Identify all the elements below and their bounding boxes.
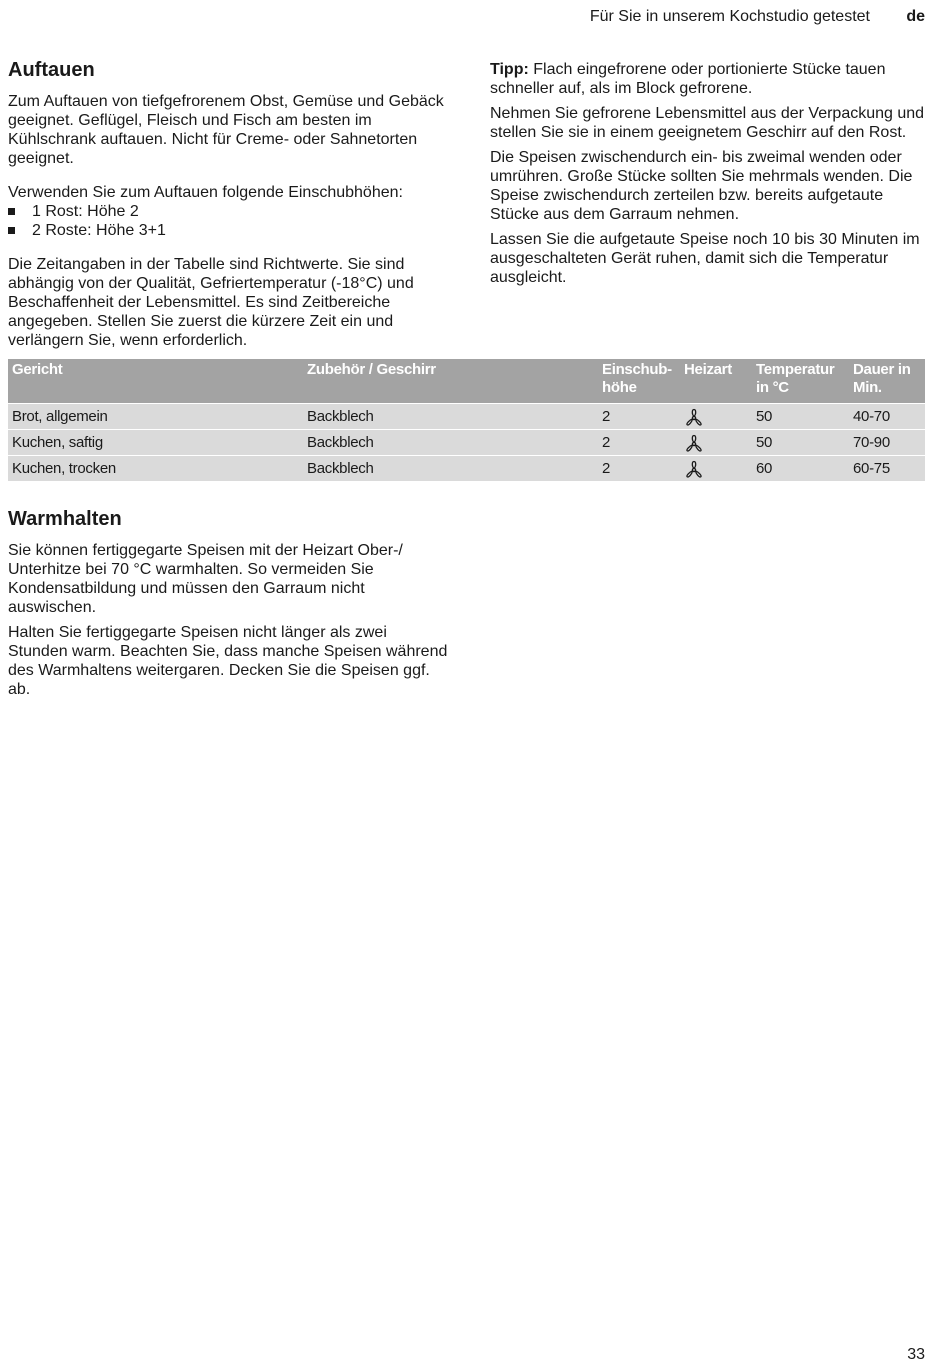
cell-einschub: 2 bbox=[598, 456, 680, 482]
tips-paragraph-3: Lassen Sie die aufgetaute Speise noch 10 bis 30 Minuten im ausgeschalteten Gerät ruhen, damit sich die Temperatur ausgleicht. bbox=[490, 231, 920, 286]
warmhalten-section bbox=[8, 507, 448, 705]
table-row bbox=[8, 456, 925, 482]
auftauen-section bbox=[8, 58, 448, 356]
tip-text: Flach eingefrorene oder portionierte Stücke tauen schneller auf, als im Block gefrorene. bbox=[490, 61, 886, 97]
cell-gericht: Kuchen, trocken bbox=[8, 456, 303, 482]
fan-icon bbox=[684, 434, 704, 452]
cell-temperatur: 60 bbox=[752, 456, 849, 482]
col-dauer: Dauer in Min. bbox=[849, 359, 925, 404]
col-heizart: Heizart bbox=[680, 359, 752, 404]
col-gericht: Gericht bbox=[8, 359, 303, 404]
cell-heizart bbox=[680, 456, 752, 482]
auftauen-paragraph-3: Die Zeitangaben in der Tabelle sind Richtwerte. Sie sind abhängig von der Qualität, Gefriertemperatur (-18°C) und Beschaffenheit der Lebensmittel. Es sind Zeitbereiche angegeben. Stellen Sie zuerst die kürzere Zeit ein und verlängern Sie, wenn erforderlich. bbox=[8, 256, 414, 349]
fan-icon bbox=[684, 408, 704, 426]
warmhalten-paragraph-2: Halten Sie fertiggegarte Speisen nicht länger als zwei Stunden warm. Beachten Sie, dass manche Speisen während des Warmhaltens weitergaren. Decken Sie die Speisen ggf. ab. bbox=[8, 624, 448, 698]
cell-zubehoer: Backblech bbox=[303, 404, 598, 430]
cell-dauer: 40-70 bbox=[849, 404, 925, 430]
language-tag: de bbox=[906, 8, 925, 25]
warmhalten-paragraph-1: Sie können fertiggegarte Speisen mit der Heizart Ober-/ Unterhitze bei 70 °C warmhalten. So vermeiden Sie Kondensatbildung und müssen den Garraum nicht auswischen. bbox=[8, 542, 403, 616]
warmhalten-heading: Warmhalten bbox=[8, 508, 122, 530]
cell-dauer: 70-90 bbox=[849, 430, 925, 456]
cell-einschub: 2 bbox=[598, 430, 680, 456]
einschub-list bbox=[8, 202, 448, 240]
running-header: Für Sie in unserem Kochstudio getestet bbox=[589, 8, 870, 25]
col-temperatur: Temperatur in °C bbox=[752, 359, 849, 404]
auftauen-heading: Auftauen bbox=[8, 59, 95, 81]
list-item: 2 Roste: Höhe 3+1 bbox=[8, 221, 448, 240]
tips-paragraph-1: Nehmen Sie gefrorene Lebensmittel aus der Verpackung und stellen Sie sie in einem geeignetem Geschirr auf den Rost. bbox=[490, 105, 925, 141]
page-number: 33 bbox=[907, 1346, 925, 1363]
cell-heizart bbox=[680, 404, 752, 430]
cell-einschub: 2 bbox=[598, 404, 680, 430]
tip-paragraph bbox=[490, 60, 930, 98]
cell-dauer: 60-75 bbox=[849, 456, 925, 482]
cell-temperatur: 50 bbox=[752, 430, 849, 456]
cell-zubehoer: Backblech bbox=[303, 430, 598, 456]
tip-label: Tipp: bbox=[490, 61, 529, 78]
tips-paragraph-2: Die Speisen zwischendurch ein- bis zweimal wenden oder umrühren. Große Stücke sollten Sie mehrmals wenden. Die Speise zwischendurch zerteilen bzw. bereits aufgetaute Stücke aus dem Garraum nehmen. bbox=[490, 149, 913, 223]
col-einschub: Einschub- höhe bbox=[598, 359, 680, 404]
tips-section bbox=[490, 60, 930, 293]
cell-heizart bbox=[680, 430, 752, 456]
cell-zubehoer: Backblech bbox=[303, 456, 598, 482]
bullet-icon bbox=[8, 208, 15, 215]
auftauen-paragraph-2: Verwenden Sie zum Auftauen folgende Einschubhöhen: bbox=[8, 184, 403, 201]
auftauen-paragraph-1: Zum Auftauen von tiefgefrorenem Obst, Gemüse und Gebäck geeignet. Geflügel, Fleisch und Fisch am besten im Kühlschrank auftauen. Nicht für Creme- oder Sahnetorten geeignet. bbox=[8, 93, 444, 167]
table-row bbox=[8, 430, 925, 456]
fan-icon bbox=[684, 460, 704, 478]
cell-temperatur: 50 bbox=[752, 404, 849, 430]
table-row bbox=[8, 404, 925, 430]
bullet-icon bbox=[8, 227, 15, 234]
auftauen-table bbox=[8, 359, 925, 481]
cell-gericht: Brot, allgemein bbox=[8, 404, 303, 430]
cell-gericht: Kuchen, saftig bbox=[8, 430, 303, 456]
col-zubehoer: Zubehör / Geschirr bbox=[303, 359, 598, 404]
table-header-row bbox=[8, 359, 925, 404]
list-item: 1 Rost: Höhe 2 bbox=[8, 202, 448, 221]
